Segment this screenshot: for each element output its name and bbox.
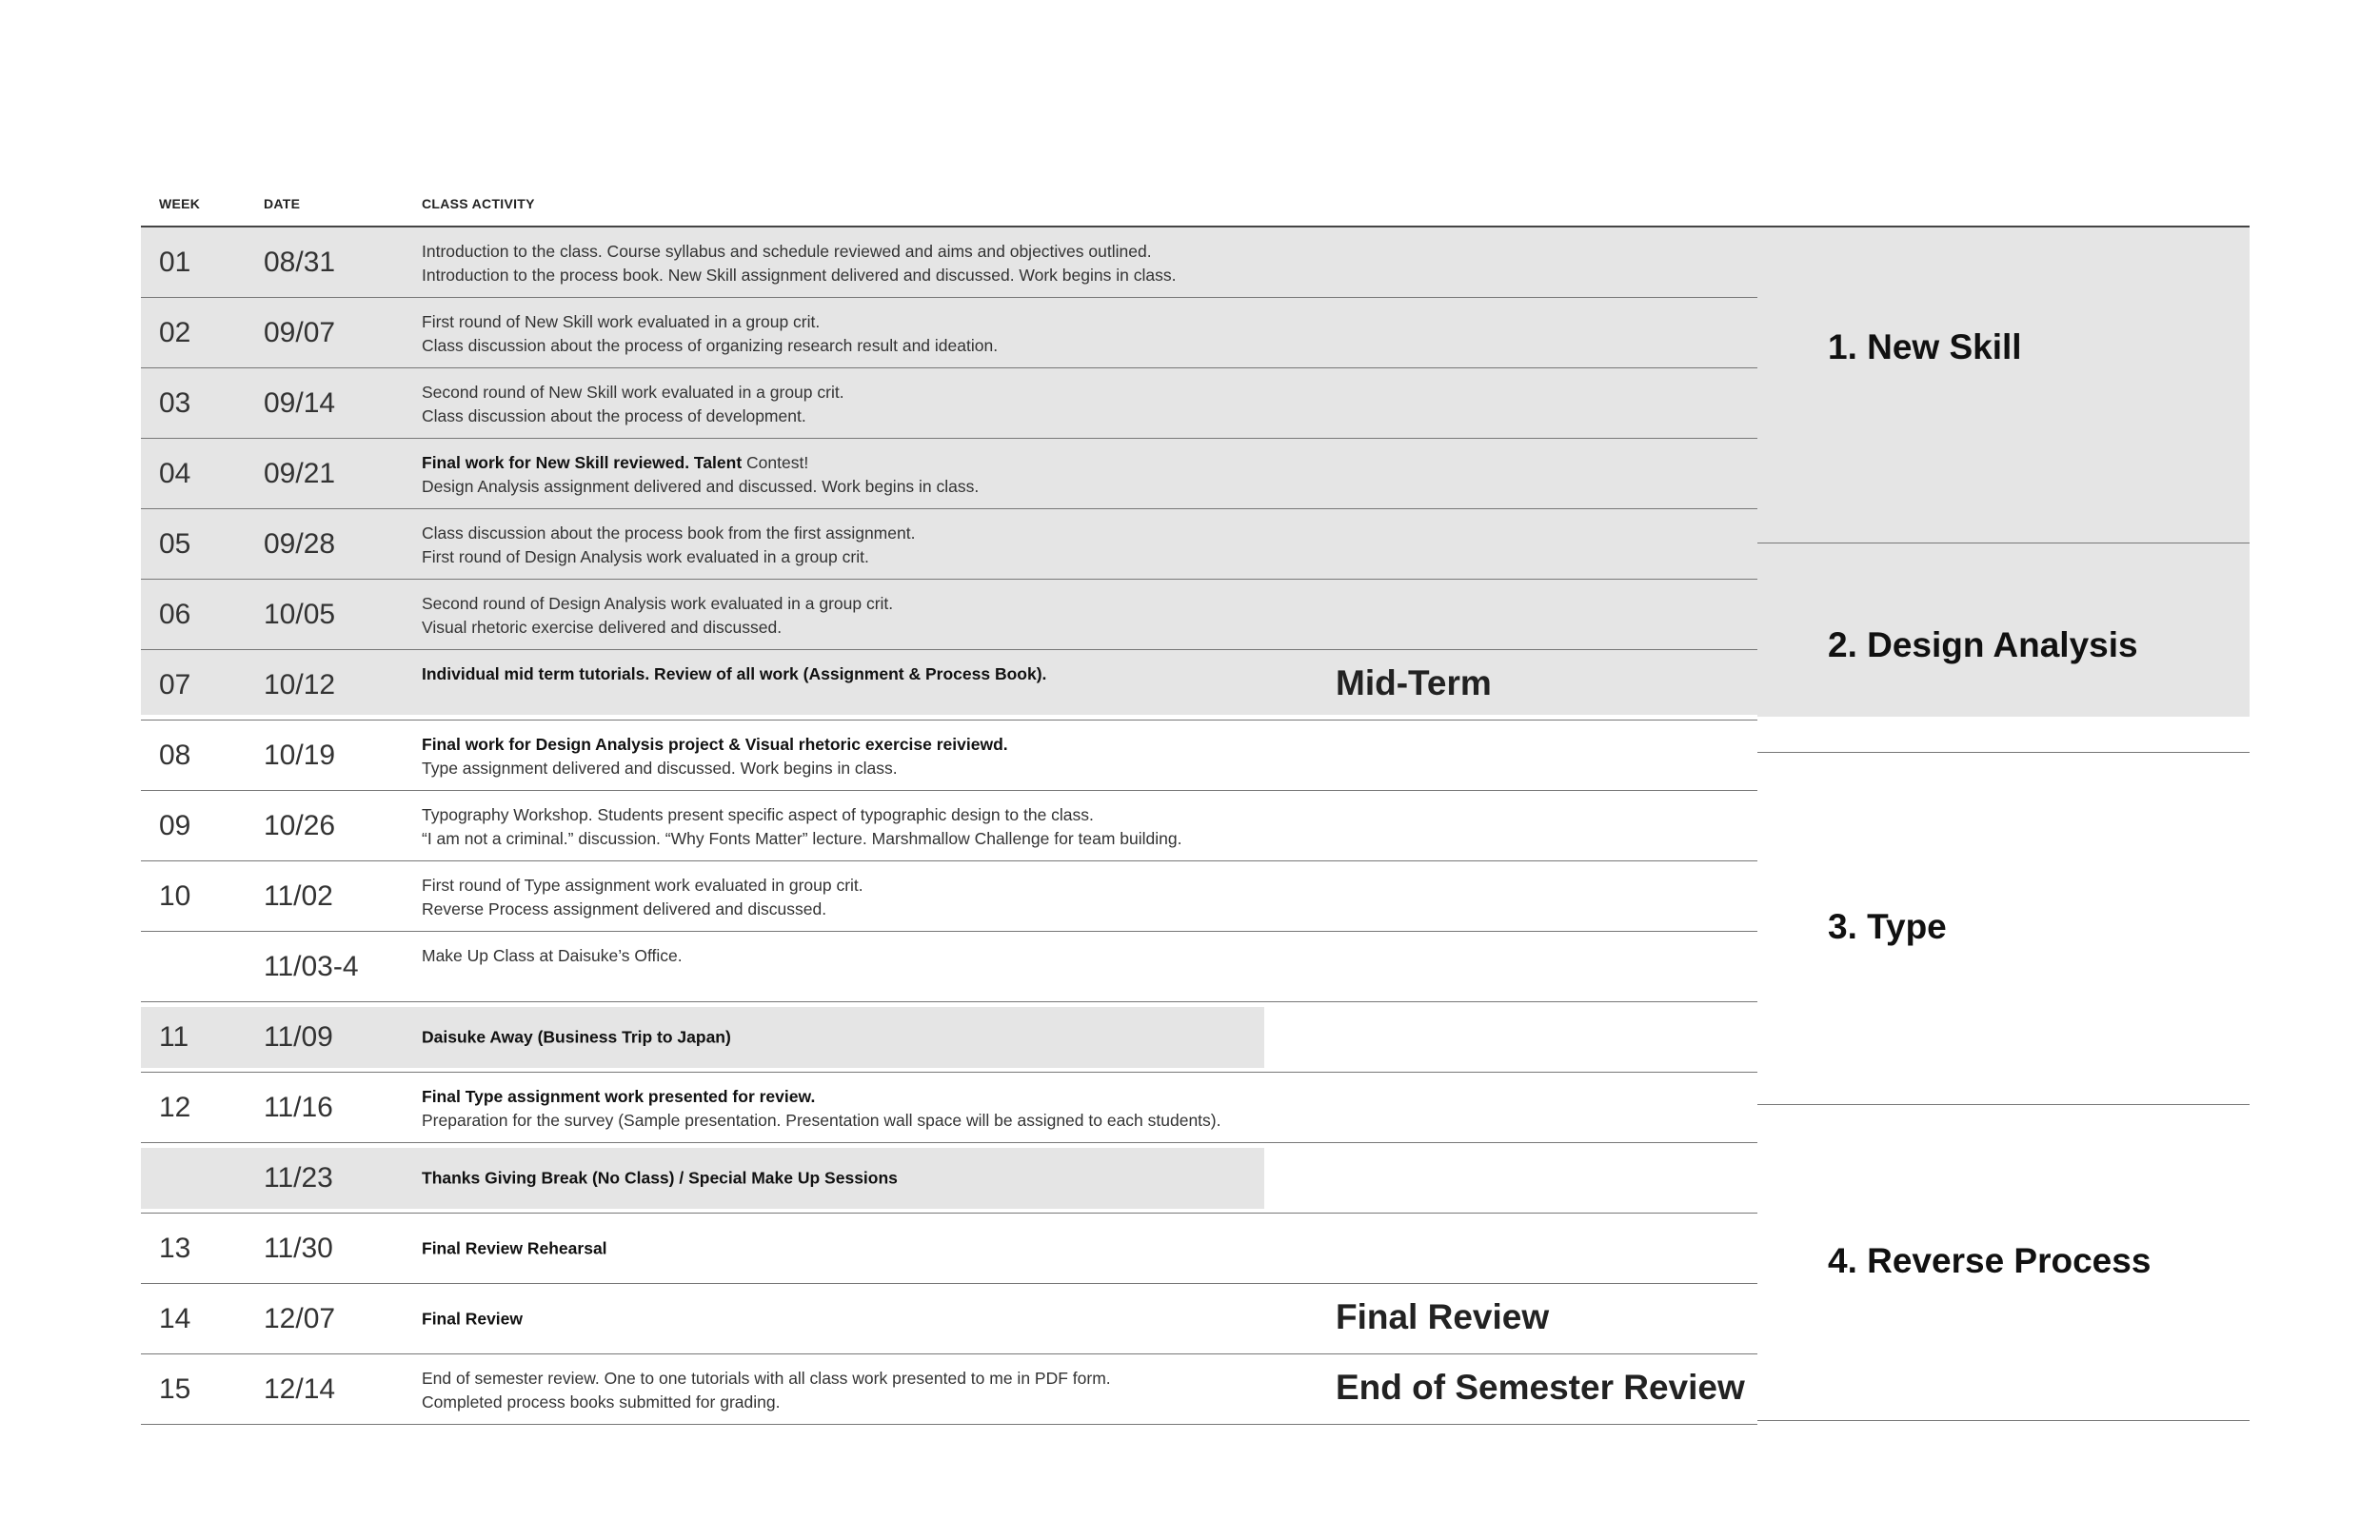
column-header-date: DATE <box>264 196 301 211</box>
project-label: 1. New Skill <box>1828 327 2022 366</box>
activity-line <box>422 451 979 475</box>
activity-line <box>422 1085 1221 1109</box>
class-date: 10/05 <box>264 598 336 630</box>
activity-line <box>422 264 1176 287</box>
week-number: 04 <box>159 457 191 489</box>
class-date: 11/23 <box>264 1161 333 1194</box>
class-date: 09/21 <box>264 457 336 489</box>
milestone-label: Final Review <box>1336 1297 1550 1336</box>
week-number: 08 <box>159 739 191 771</box>
table-row <box>141 1143 1757 1214</box>
activity-line <box>422 616 893 640</box>
activity-text: Second round of Design Analysis work evaluated in a group crit. <box>422 594 894 613</box>
class-date: 09/14 <box>264 386 336 419</box>
class-activity <box>422 310 998 358</box>
activity-text: Reverse Process assignment delivered and discussed. <box>422 899 827 918</box>
milestone-label: Mid-Term <box>1336 663 1492 702</box>
class-activity <box>422 1307 523 1331</box>
table-row <box>141 1354 1757 1425</box>
table-row <box>141 368 1757 439</box>
class-activity <box>422 1236 607 1260</box>
class-activity <box>422 592 893 640</box>
activity-text: Individual mid term tutorials. Review of all work (Assignment & Process Book). <box>422 664 1047 683</box>
table-row <box>141 932 1757 1002</box>
activity-text: Preparation for the survey (Sample presentation. Presentation wall space will be assigned to each students). <box>422 1111 1221 1130</box>
table-row <box>141 227 1757 298</box>
activity-line <box>422 803 1181 827</box>
activity-text: Class discussion about the process book from the first assignment. <box>422 523 916 543</box>
class-date: 12/07 <box>264 1302 336 1334</box>
activity-text: Final work for Design Analysis project & Visual rhetoric exercise reiviewd. <box>422 735 1008 754</box>
week-number: 12 <box>159 1091 191 1123</box>
project-label: 2. Design Analysis <box>1828 625 2138 664</box>
activity-line <box>422 827 1181 851</box>
class-date: 10/26 <box>264 809 336 841</box>
project-divider <box>1757 752 2250 753</box>
activity-line <box>422 1166 898 1190</box>
table-row <box>141 580 1757 650</box>
activity-line <box>422 545 915 569</box>
activity-text: Completed process books submitted for grading. <box>422 1392 781 1412</box>
week-number: 11 <box>159 1020 189 1053</box>
activity-line <box>422 1236 607 1260</box>
week-number: 02 <box>159 316 191 348</box>
table-row <box>141 650 1757 721</box>
class-activity <box>422 522 915 569</box>
class-activity <box>422 662 1046 686</box>
activity-text: Typography Workshop. Students present specific aspect of typographic design to the class. <box>422 805 1094 824</box>
class-date: 10/12 <box>264 668 336 701</box>
table-row <box>141 1284 1757 1354</box>
activity-text: Make Up Class at Daisuke’s Office. <box>422 946 683 965</box>
milestone-label: End of Semester Review <box>1336 1368 1745 1407</box>
class-date: 11/30 <box>264 1232 333 1264</box>
activity-text: Introduction to the class. Course syllabus and schedule reviewed and aims and objectives outlined. <box>422 242 1152 261</box>
activity-line <box>422 592 893 616</box>
activity-line <box>422 405 844 428</box>
activity-line <box>422 1367 1111 1391</box>
activity-text: End of semester review. One to one tutorials with all class work presented to me in PDF form. <box>422 1369 1111 1388</box>
week-number: 10 <box>159 879 191 912</box>
class-activity <box>422 874 863 921</box>
table-row <box>141 1214 1757 1284</box>
class-activity <box>422 240 1176 287</box>
activity-line <box>422 944 683 968</box>
activity-text: First round of New Skill work evaluated in a group crit. <box>422 312 821 331</box>
activity-line <box>422 381 844 405</box>
column-header-week: WEEK <box>159 196 201 211</box>
project-divider <box>1757 1420 2250 1421</box>
class-activity <box>422 1166 898 1190</box>
week-number: 05 <box>159 527 191 560</box>
activity-text: First round of Design Analysis work evaluated in a group crit. <box>422 547 869 566</box>
activity-text: Final work for New Skill reviewed. Talent <box>422 453 743 472</box>
activity-text: Final Review <box>422 1309 524 1328</box>
activity-line <box>422 1025 731 1049</box>
activity-text: Second round of New Skill work evaluated in a group crit. <box>422 383 844 402</box>
week-number: 09 <box>159 809 191 841</box>
class-activity <box>422 733 1008 780</box>
activity-line <box>422 1391 1111 1414</box>
table-row <box>141 439 1757 509</box>
activity-text: “I am not a criminal.” discussion. “Why Fonts Matter” lecture. Marshmallow Challenge for team building. <box>422 829 1182 848</box>
activity-text: Daisuke Away (Business Trip to Japan) <box>422 1027 731 1046</box>
activity-text: Type assignment delivered and discussed. Work begins in class. <box>422 759 898 778</box>
activity-line <box>422 1307 523 1331</box>
activity-line <box>422 1109 1221 1133</box>
activity-line <box>422 475 979 499</box>
column-header-activity: CLASS ACTIVITY <box>422 196 535 211</box>
activity-line <box>422 733 1008 757</box>
activity-text: Final Type assignment work presented for review. <box>422 1087 816 1106</box>
activity-text: Introduction to the process book. New Skill assignment delivered and discussed. Work begins in class. <box>422 266 1177 285</box>
class-date: 11/02 <box>264 879 333 912</box>
activity-text: Design Analysis assignment delivered and discussed. Work begins in class. <box>422 477 980 496</box>
week-number: 14 <box>159 1302 191 1334</box>
table-row <box>141 791 1757 861</box>
class-activity <box>422 1085 1221 1133</box>
activity-text: Thanks Giving Break (No Class) / Special Make Up Sessions <box>422 1168 898 1187</box>
class-date: 09/07 <box>264 316 336 348</box>
table-row <box>141 721 1757 791</box>
activity-text: Class discussion about the process of organizing research result and ideation. <box>422 336 999 355</box>
table-row <box>141 861 1757 932</box>
class-activity <box>422 451 979 499</box>
class-activity <box>422 1025 731 1049</box>
table-row <box>141 1002 1757 1073</box>
class-date: 11/09 <box>264 1020 333 1053</box>
class-date: 12/14 <box>264 1372 336 1405</box>
activity-line <box>422 522 915 545</box>
activity-text: Visual rhetoric exercise delivered and discussed. <box>422 618 783 637</box>
activity-text: First round of Type assignment work evaluated in group crit. <box>422 876 863 895</box>
activity-line <box>422 757 1008 780</box>
activity-text: Final Review Rehearsal <box>422 1238 607 1257</box>
activity-text: Class discussion about the process of development. <box>422 406 806 425</box>
activity-line <box>422 874 863 898</box>
activity-line <box>422 240 1176 264</box>
class-activity <box>422 944 683 968</box>
project-label: 4. Reverse Process <box>1828 1241 2152 1280</box>
activity-text: Contest! <box>742 453 809 472</box>
project-divider <box>1757 1104 2250 1105</box>
class-date: 11/16 <box>264 1091 333 1123</box>
activity-line <box>422 334 998 358</box>
week-number: 01 <box>159 246 191 278</box>
project-label: 3. Type <box>1828 907 1947 946</box>
week-number: 03 <box>159 386 191 419</box>
activity-line <box>422 310 998 334</box>
class-date: 11/03-4 <box>264 950 359 982</box>
class-date: 08/31 <box>264 246 336 278</box>
class-activity <box>422 381 844 428</box>
table-row <box>141 509 1757 580</box>
class-date: 09/28 <box>264 527 336 560</box>
table-row <box>141 1073 1757 1143</box>
class-activity <box>422 803 1181 851</box>
week-number: 13 <box>159 1232 191 1264</box>
week-number: 07 <box>159 668 191 701</box>
activity-line <box>422 662 1046 686</box>
class-activity <box>422 1367 1111 1414</box>
week-number: 15 <box>159 1372 191 1405</box>
table-row <box>141 298 1757 368</box>
activity-line <box>422 898 863 921</box>
week-number: 06 <box>159 598 191 630</box>
class-date: 10/19 <box>264 739 336 771</box>
